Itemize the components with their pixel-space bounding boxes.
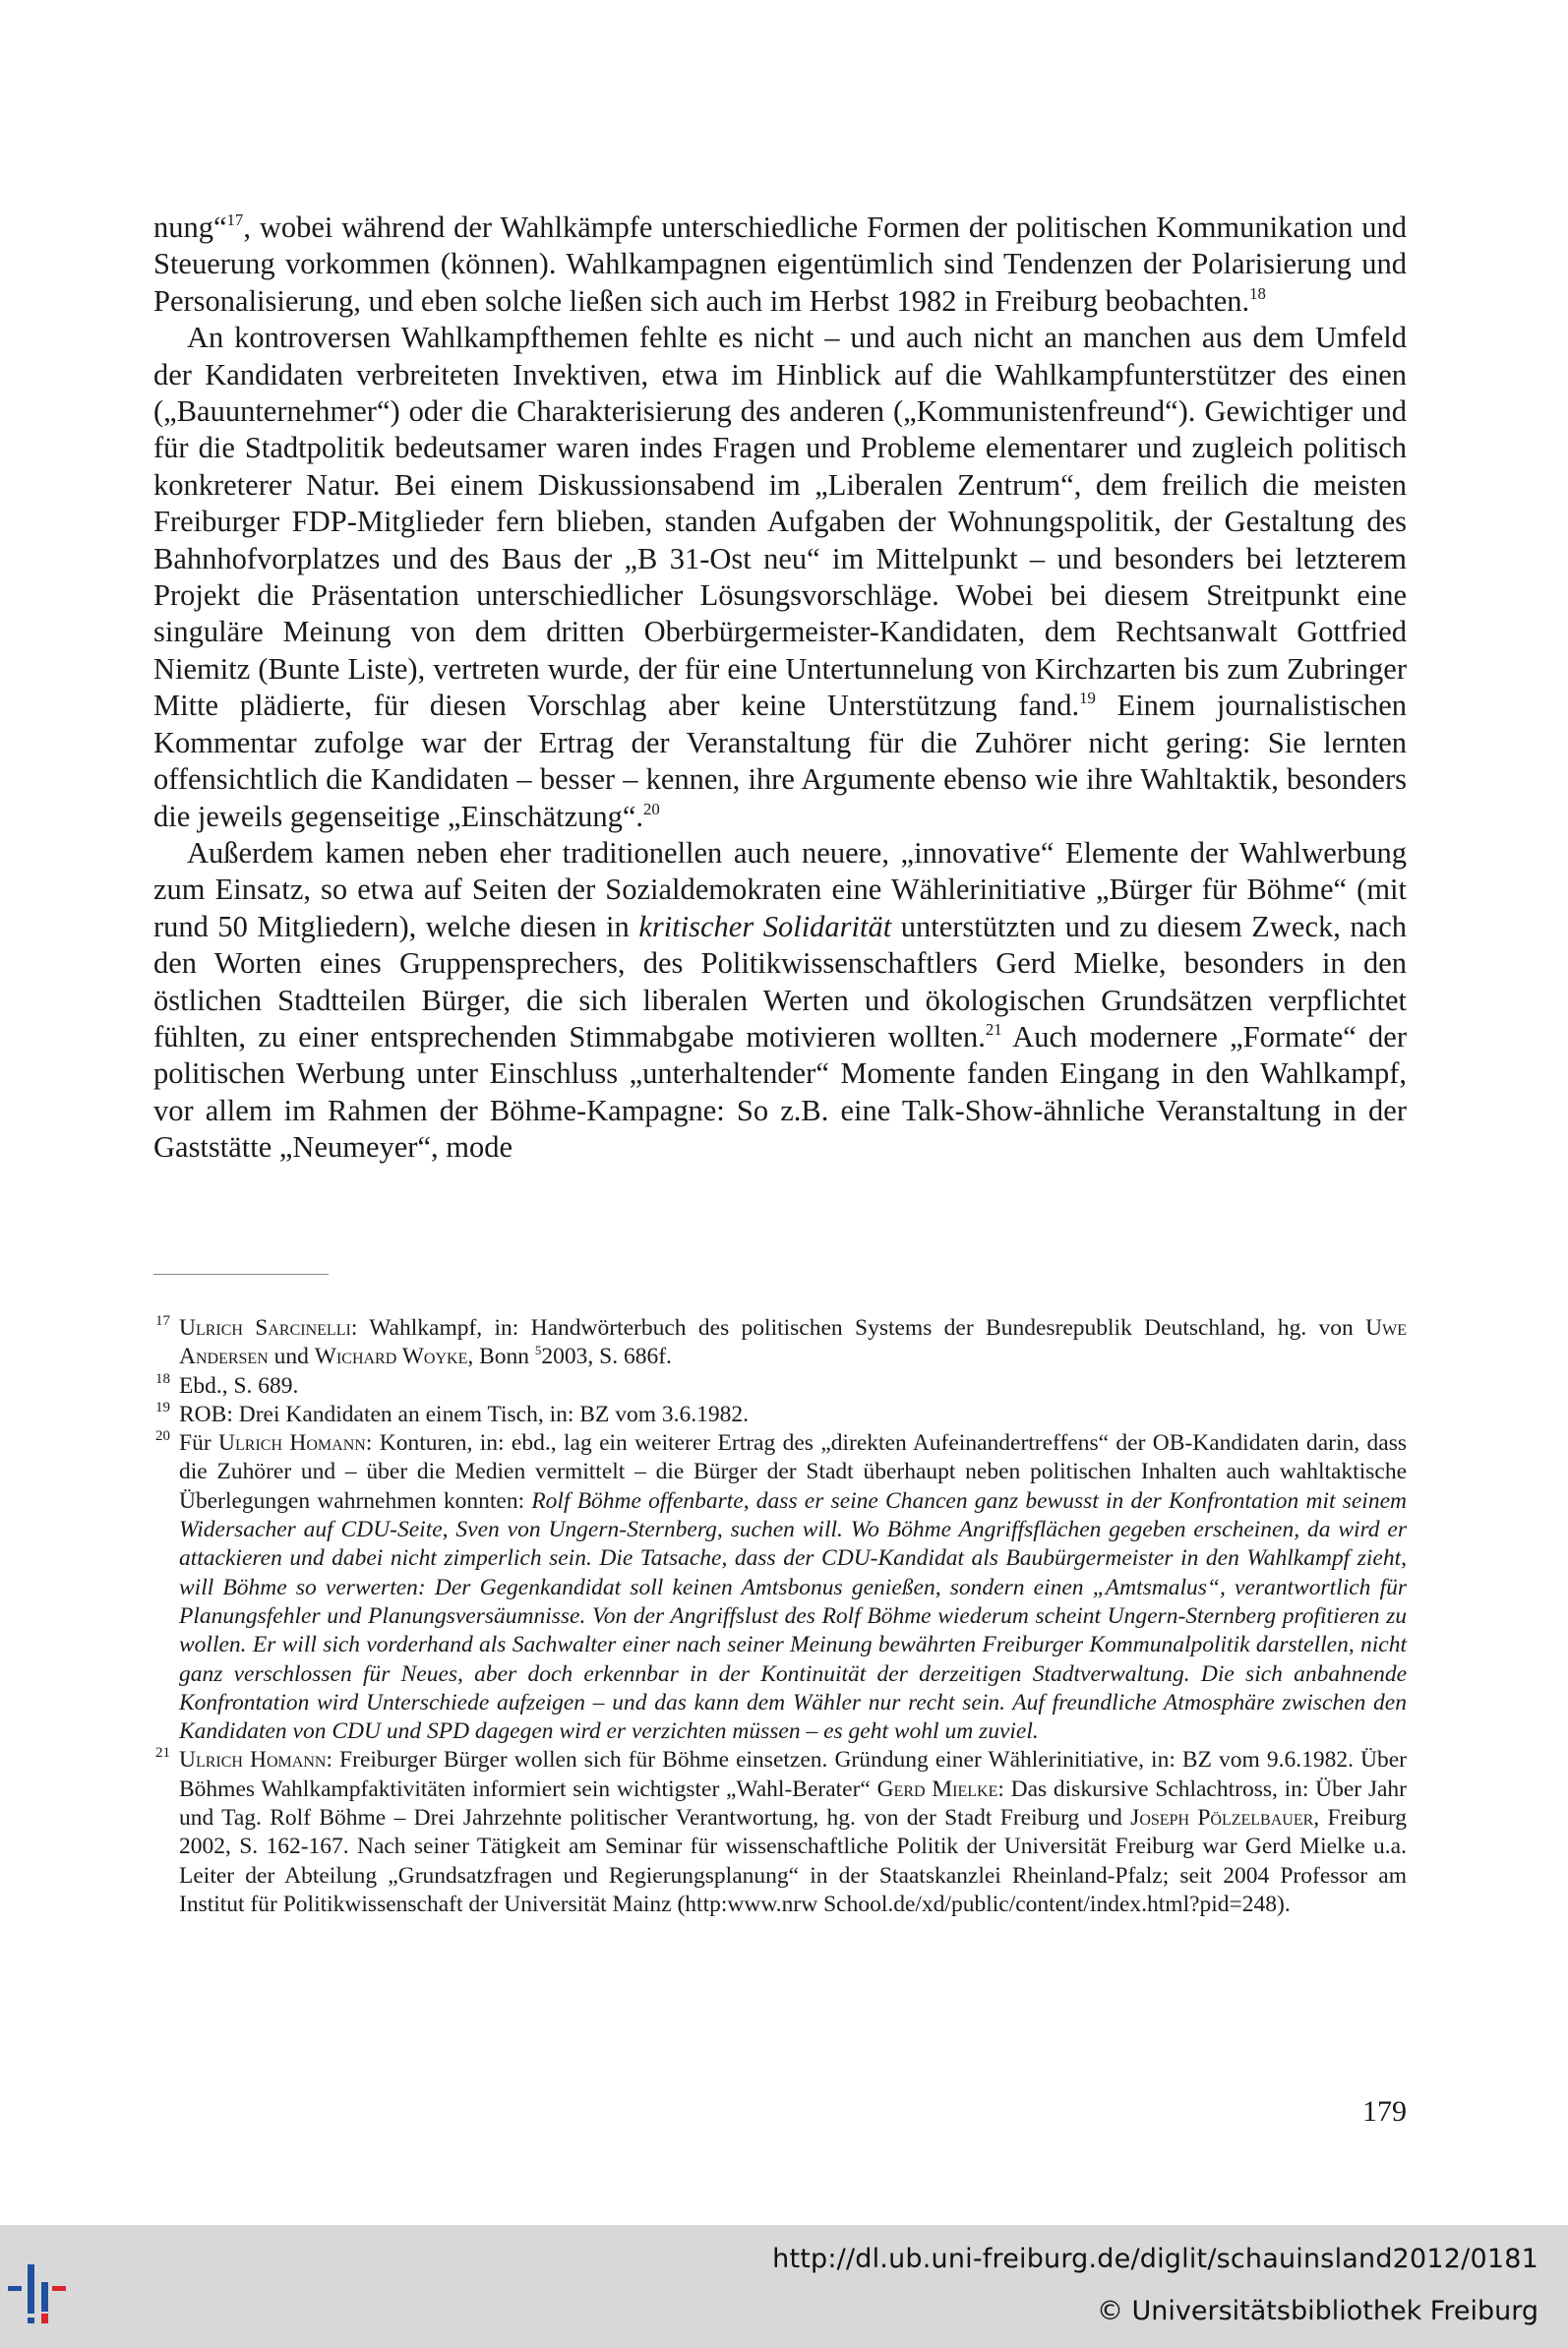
text-run: und	[268, 1344, 315, 1370]
editor-name: Uwe Andersen	[179, 1315, 1407, 1370]
text-run: : Das diskursive Schlachtross, in: Über Jahr und Tag. Rolf Böhme – Drei Jahrzehnte politischer Verantwortung, hg. von der Stadt Freiburg und	[179, 1776, 1407, 1832]
text-run: 2003, S. 686f.	[541, 1344, 672, 1370]
footer-bar	[0, 2225, 1568, 2348]
edition-superscript: 5	[534, 1342, 542, 1357]
author-name: Ulrich Sarcinelli	[179, 1315, 351, 1341]
footnotes	[153, 1314, 1407, 1919]
footnote-number: 18	[155, 1370, 170, 1387]
author-name: Ulrich Homann	[179, 1747, 327, 1774]
text-run: : Konturen, in: ebd., lag ein weiterer Ertrag des „direkten Aufeinandertreffens“ der OB-Kandidaten darin, dass die Zuhörer und – über die Medien vermittelt – die Bürger der Stadt überhaupt neben politischen Inhalten auch wahltaktische Überlegungen wahrnehmen konnten:	[179, 1430, 1407, 1514]
author-name: Gerd Mielke	[876, 1776, 998, 1802]
footnote-21	[153, 1746, 1407, 1919]
paragraph-3	[153, 835, 1407, 1167]
text-run: unterstützten und zu diesem Zweck, nach den Worten eines Gruppensprechers, des Politikwissenschaftlers Gerd Mielke, besonders in den östlichen Stadtteilen Bürger, die sich liberalen Werten und ökologischen Grundsätzen verpflichtet fühlten, zu einer entsprechenden Stimmabgabe motivieren wollten.	[153, 909, 1407, 1054]
footnote-number: 20	[155, 1428, 170, 1445]
emphasis-text: kritischer Solidarität	[638, 909, 892, 943]
text-run: : Freiburger Bürger wollen sich für Böhme einsetzen. Gründung einer Wählerinitiative, in: BZ vom 9.6.1982. Über Böhmes Wahlkampfaktivitäten informiert sein wichtigster „Wahl-Berater“	[179, 1747, 1407, 1802]
text-run: Ebd., S. 689.	[179, 1372, 299, 1399]
author-name: Ulrich Homann	[218, 1430, 366, 1457]
footnote-ref-21[interactable]: 21	[985, 1019, 1002, 1039]
text-run: Außerdem kamen neben eher traditionellen auch neuere, „innovative“ Elemente der Wahlwerbung zum Einsatz, so etwa auf Seiten der Sozialdemokraten eine Wählerinitiative „Bürger für Böhme“ (mit rund 50 Mitgliedern), welche diesen in	[153, 835, 1407, 943]
text-run: An kontroversen Wahlkampfthemen fehlte es nicht – und auch nicht an manchen aus dem Umfeld der Kandidaten verbreiteten Invektiven, etwa im Hinblick auf die Wahlkampfunterstützer des einen („Bauunternehmer“) oder die Charakterisierung des anderen („Kommunistenfreund“). Gewichtiger und für die Stadtpolitik bedeutsamer waren indes Fragen und Probleme elementarer und zugleich politisch konkreterer Natur. Bei einem Diskussionsabend im „Liberalen Zentrum“, dem freilich die meisten Freiburger FDP-Mitglieder fern blieben, standen Aufgaben der Wohnungspolitik, der Gestaltung des Bahnhofvorplatzes und des Baus der „B 31-Ost neu“ im Mittelpunkt – und besonders bei letzterem Projekt die Präsentation unterschiedlicher Lösungsvorschläge. Wobei bei diesem Streitpunkt eine singuläre Meinung von dem dritten Oberbürgermeister-Kandidaten, dem Rechtsanwalt Gottfried Niemitz (Bunte Liste), vertreten wurde, der für eine Untertunnelung von Kirchzarten bis zum Zubringer Mitte plädierte, für diesen Vorschlag aber keine Unterstützung fand.	[153, 321, 1407, 723]
text-run: , wobei während der Wahlkämpfe unterschiedliche Formen der politischen Kommunikation und Steuerung vorkommen (können). Wahlkampagnen eigentümlich sind Tendenzen der Polarisierung und Personalisierung, und eben solche ließen sich auch im Herbst 1982 in Freiburg beobachten.	[153, 211, 1407, 318]
text-run: Für	[179, 1430, 219, 1457]
text-run: nung“	[153, 211, 227, 244]
page-number: 179	[1362, 2095, 1407, 2128]
footnote-number: 19	[155, 1399, 170, 1415]
text-run: , Freiburg 2002, S. 162-167. Nach seiner Tätigkeit am Seminar für wissenschaftliche Politik der Universität Freiburg war Gerd Mielke u.a. Leiter der Abteilung „Grundsatzfragen und Regierungsplanung“ in der Staatskanzlei Rheinland-Pfalz; seit 2004 Professor am Institut für Politikwissenschaft der Universität Mainz (http:www.nrw School.de/xd/public/content/index.html?pid=248).	[179, 1805, 1407, 1917]
footnote-number: 21	[155, 1745, 170, 1762]
footnote-separator	[153, 1274, 329, 1275]
footnote-number: 17	[155, 1313, 170, 1329]
ub-freiburg-logo-icon	[0, 2225, 108, 2348]
footnote-ref-20[interactable]: 20	[642, 799, 660, 818]
text-run: Auch modernere „Formate“ der politischen Werbung unter Einschluss „unterhaltender“ Momente fanden Eingang in den Wahlkampf, vor allem im Rahmen der Böhme-Kampagne: So z.B. eine Talk-Show-ähnliche Veranstaltung in der Gaststätte „Neumeyer“, mode	[153, 1019, 1408, 1165]
text-run: : Wahlkampf, in: Handwörterbuch des politischen Systems der Bundesrepublik Deutschland, hg. von	[350, 1315, 1366, 1341]
footnote-20	[153, 1429, 1407, 1746]
main-text	[153, 210, 1407, 1167]
text-run: ROB: Drei Kandidaten an einem Tisch, in: BZ vom 3.6.1982.	[179, 1401, 749, 1427]
footnote-17	[153, 1314, 1407, 1372]
text-run: , Bonn	[467, 1344, 535, 1370]
source-url-link[interactable]: http://dl.ub.uni-freiburg.de/diglit/schauinsland2012/0181	[772, 2244, 1538, 2274]
editor-name: Wichard Woyke	[314, 1344, 468, 1370]
footnote-ref-18[interactable]: 18	[1249, 283, 1266, 303]
editor-name: Joseph Pölzelbauer	[1130, 1805, 1314, 1832]
paragraph-2	[153, 320, 1407, 835]
copyright-notice: © Universitätsbibliothek Freiburg	[1096, 2296, 1538, 2326]
footnote-ref-19[interactable]: 19	[1079, 689, 1096, 708]
quoted-italic-text: Rolf Böhme offenbarte, dass er seine Chancen ganz bewusst in der Konfrontation mit seinem Widersacher auf CDU-Seite, Sven von Ungern-Sternberg, suchen will. Wo Böhme Angriffsflächen gegeben erscheinen, da wird er attackieren und dabei nicht zimperlich sein. Die Tatsache, dass der CDU-Kandidat als Baubürgermeister in den Wahlkampf zieht, will Böhme so verwerten: Der Gegenkandidat soll keinen Amtsbonus genießen, sondern einen „Amtsmalus“, verantwortlich für Planungsfehler und Planungsversäumnisse. Von der Angriffslust des Rolf Böhme wiederum scheint Ungern-Sternberg profitieren zu wollen. Er will sich vorderhand als Sachwalter einer nach seiner Meinung bewährten Freiburger Kommunalpolitik darstellen, nicht ganz verschlossen für Neues, aber doch erkennbar in der Kontinuität der derzeitigen Stadtverwaltung. Die sich anbahnende Konfrontation wird Unterschiede aufzeigen – und das kann dem Wähler nur recht sein. Auf freundliche Atmosphäre zwischen den Kandidaten von CDU und SPD dagegen wird er verzichten müssen – es geht wohl um zuviel.	[179, 1487, 1407, 1745]
footnote-19	[153, 1401, 1407, 1429]
text-run: Einem journalistischen Kommentar zufolge war der Ertrag der Veranstaltung für die Zuhörer nicht gering: Sie lernten offensichtlich die Kandidaten – besser – kennen, ihre Argumente ebenso wie ihre Wahltaktik, besonders die jeweils gegenseitige „Einschätzung“.	[153, 689, 1407, 833]
paragraph-1	[153, 210, 1407, 320]
footnote-18	[153, 1372, 1407, 1401]
footnote-ref-17[interactable]: 17	[226, 211, 244, 230]
